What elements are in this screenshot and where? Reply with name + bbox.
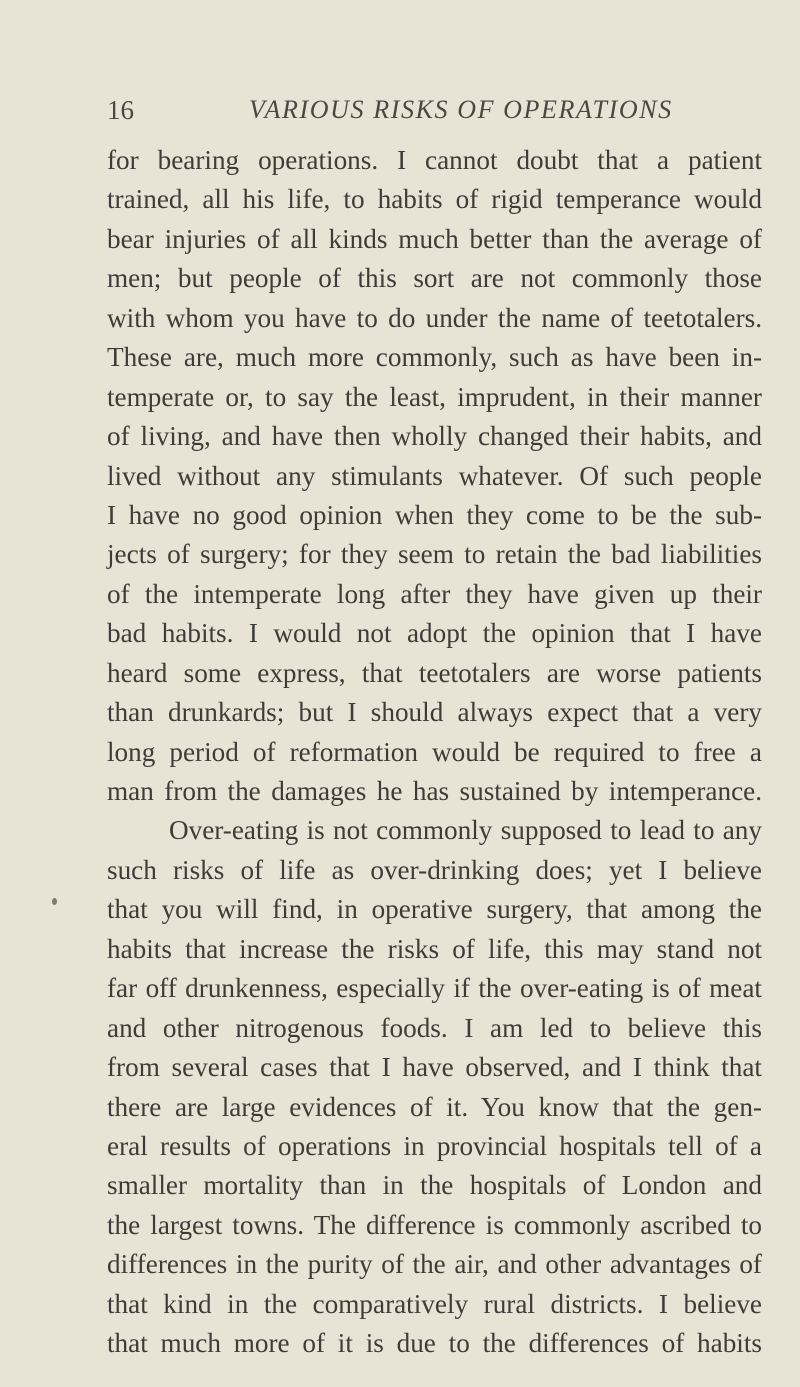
text-line: bear injuries of all kinds much better than the average of <box>107 223 762 254</box>
text-line: heard some express, that teetotalers are worse patients <box>107 657 762 688</box>
text-line: for bearing operations. I cannot doubt that a patient <box>107 145 762 175</box>
text-line: eral results of operations in provincial hospitals tell of a <box>107 1130 762 1161</box>
text-line: lived without any stimulants whatever. Of such people <box>107 460 762 491</box>
text-line: far off drunkenness, especially if the over-eating is of meat <box>107 973 762 1004</box>
body-text <box>107 141 762 1364</box>
text-line: than drunkards; but I should always expect that a very <box>107 697 762 728</box>
text-line: I have no good opinion when they come to be the sub- <box>107 499 762 530</box>
text-line: that you will find, in operative surgery, that among the <box>107 894 762 925</box>
text-line: there are large evidences of it. You know that the gen- <box>107 1091 762 1122</box>
text-line: that much more of it is due to the differences of habits <box>107 1328 762 1359</box>
text-line: such risks of life as over-drinking does; yet I believe <box>107 854 762 885</box>
text-line: jects of surgery; for they seem to retain the bad liabilities <box>107 539 762 570</box>
text-line: from several cases that I have observed, and I think that <box>107 1052 762 1083</box>
text-line: temperate or, to say the least, imprudent, in their manner <box>107 381 762 412</box>
text-line: with whom you have to do under the name of teetotalers. <box>107 302 762 333</box>
text-line: of living, and have then wholly changed their habits, and <box>107 421 762 452</box>
paragraph-start-line: Over-eating is not commonly supposed to lead to any <box>169 815 762 846</box>
text-line: that kind in the comparatively rural districts. I believe <box>107 1288 762 1319</box>
text-line: man from the damages he has sustained by intemperance. <box>107 776 762 806</box>
ink-speck <box>52 898 57 905</box>
text-line: smaller mortality than in the hospitals of London and <box>107 1170 762 1201</box>
text-line: and other nitrogenous foods. I am led to believe this <box>107 1012 762 1043</box>
page-header <box>107 92 762 128</box>
text-line: habits that increase the risks of life, this may stand not <box>107 933 762 964</box>
text-line: the largest towns. The difference is commonly ascribed to <box>107 1209 762 1240</box>
text-line: bad habits. I would not adopt the opinion that I have <box>107 618 762 649</box>
running-head: VARIOUS RISKS OF OPERATIONS <box>249 95 673 124</box>
text-line: of the intemperate long after they have given up their <box>107 578 762 609</box>
text-line: These are, much more commonly, such as have been in- <box>107 342 762 373</box>
text-line: long period of reformation would be required to free a <box>107 736 762 767</box>
text-line: men; but people of this sort are not commonly those <box>107 263 762 294</box>
page-number: 16 <box>107 95 134 125</box>
text-line: trained, all his life, to habits of rigid temperance would <box>107 184 762 215</box>
text-line: differences in the purity of the air, and other advantages of <box>107 1249 762 1280</box>
